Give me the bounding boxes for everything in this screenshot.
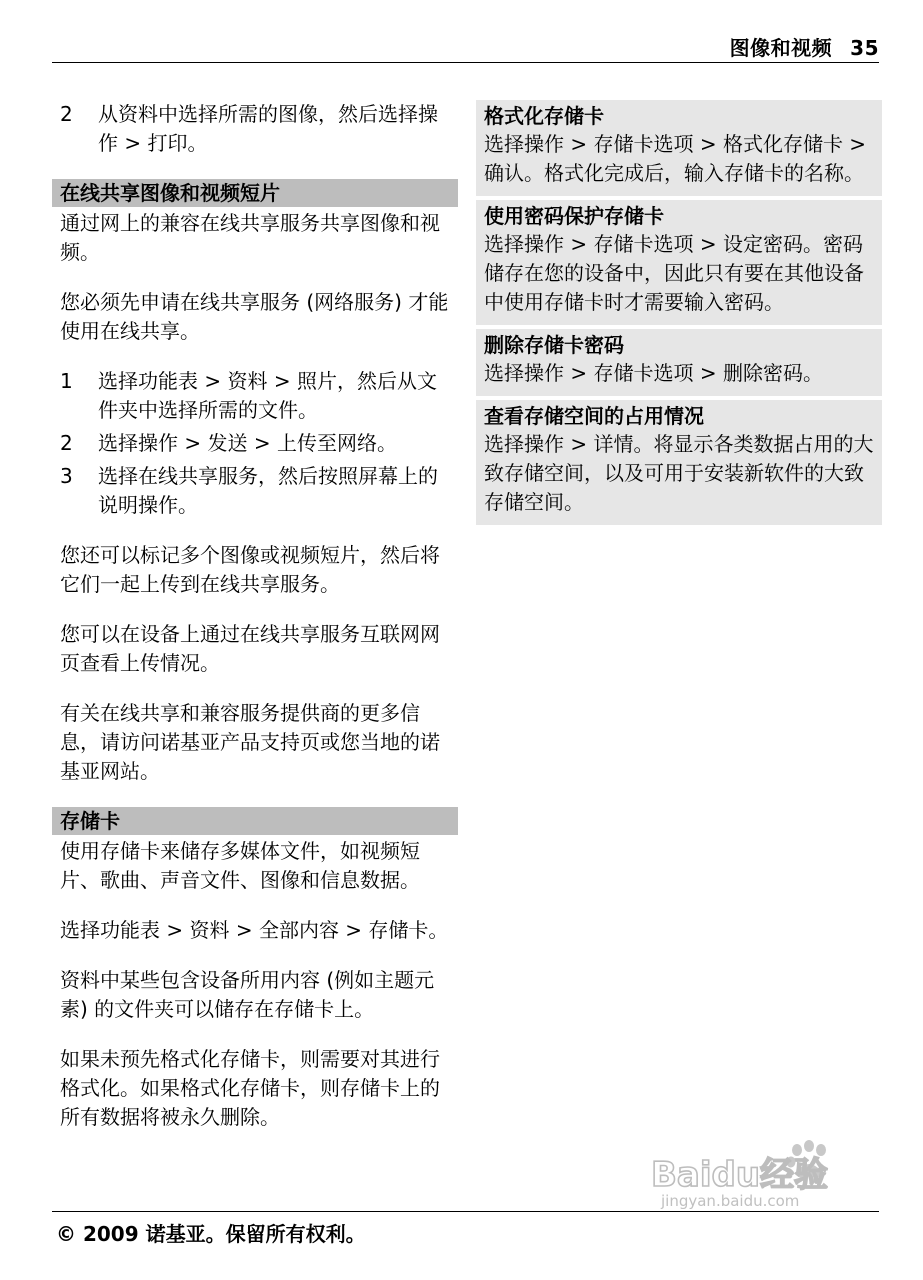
copyright-footer: © 2009 诺基亚。保留所有权利。 bbox=[56, 1222, 366, 1246]
section-heading-memory-card: 存储卡 bbox=[52, 807, 458, 835]
info-box-title: 删除存储卡密码 bbox=[484, 333, 624, 357]
header-rule bbox=[52, 62, 879, 63]
paragraph: 您必须先申请在线共享服务 (网络服务) 才能使用在线共享。 bbox=[60, 290, 449, 343]
info-box-text: 选择操作 > 存储卡选项 > 格式化存储卡 > 确认。格式化完成后，输入存储卡的名称。 bbox=[484, 132, 867, 185]
paragraph: 您可以在设备上通过在线共享服务互联网网页查看上传情况。 bbox=[60, 622, 440, 675]
step-text: 选择在线共享服务，然后按照屏幕上的说明操作。 bbox=[98, 464, 438, 517]
info-box-text: 选择操作 > 存储卡选项 > 设定密码。密码储存在您的设备中，因此只有要在其他设备中使用存储卡时才需要输入密码。 bbox=[484, 232, 864, 314]
step-text: 选择操作 > 发送 > 上传至网络。 bbox=[98, 431, 397, 455]
info-box-remove-password bbox=[476, 329, 882, 396]
step-number: 1 bbox=[60, 369, 73, 393]
running-header bbox=[730, 32, 879, 61]
footer-rule bbox=[52, 1211, 879, 1212]
step-number: 2 bbox=[60, 431, 73, 455]
paragraph: 通过网上的兼容在线共享服务共享图像和视频。 bbox=[60, 211, 440, 264]
info-box-title: 格式化存储卡 bbox=[484, 104, 604, 128]
info-box-text: 选择操作 > 存储卡选项 > 删除密码。 bbox=[484, 361, 823, 385]
step-number: 2 bbox=[60, 102, 73, 126]
list-item bbox=[60, 367, 450, 425]
info-box-format-card bbox=[476, 100, 882, 196]
paragraph: 使用存储卡来储存多媒体文件，如视频短片、歌曲、声音文件、图像和信息数据。 bbox=[60, 839, 420, 892]
baidu-watermark-logo bbox=[651, 1140, 871, 1210]
section-heading-online-share: 在线共享图像和视频短片 bbox=[52, 179, 458, 207]
left-column bbox=[52, 100, 458, 1153]
step-number: 3 bbox=[60, 464, 73, 488]
print-steps bbox=[52, 100, 458, 158]
paragraph: 您还可以标记多个图像或视频短片，然后将它们一起上传到在线共享服务。 bbox=[60, 543, 440, 596]
info-box-text: 选择操作 > 详情。将显示各类数据占用的大致存储空间，以及可用于安装新软件的大致存储空间。 bbox=[484, 432, 874, 514]
paragraph: 资料中某些包含设备所用内容 (例如主题元素) 的文件夹可以储存在存储卡上。 bbox=[60, 968, 435, 1021]
paragraph: 有关在线共享和兼容服务提供商的更多信息，请访问诺基亚产品支持页或您当地的诺基亚网站。 bbox=[60, 701, 440, 783]
list-item bbox=[60, 100, 450, 158]
step-text: 选择功能表 > 资料 > 照片，然后从文件夹中选择所需的文件。 bbox=[98, 369, 437, 422]
info-box-password-protect bbox=[476, 200, 882, 325]
info-box-title: 查看存储空间的占用情况 bbox=[484, 404, 704, 428]
page-number: 35 bbox=[850, 36, 879, 60]
paw-icon bbox=[651, 1140, 871, 1210]
info-box-title: 使用密码保护存储卡 bbox=[484, 204, 664, 228]
header-section-title: 图像和视频 bbox=[729, 36, 833, 60]
right-column bbox=[476, 100, 882, 529]
paragraph: 如果未预先格式化存储卡，则需要对其进行格式化。如果格式化存储卡，则存储卡上的所有数据将被永久删除。 bbox=[60, 1047, 440, 1129]
list-item bbox=[60, 462, 450, 520]
list-item bbox=[60, 429, 450, 458]
step-text: 从资料中选择所需的图像，然后选择操作 > 打印。 bbox=[98, 102, 438, 155]
share-steps bbox=[52, 367, 458, 520]
watermark-url: jingyan.baidu.com bbox=[661, 1192, 800, 1210]
watermark-brand: Baidu经验 bbox=[651, 1155, 829, 1195]
paragraph: 选择功能表 > 资料 > 全部内容 > 存储卡。 bbox=[60, 918, 449, 942]
info-box-memory-usage bbox=[476, 400, 882, 525]
